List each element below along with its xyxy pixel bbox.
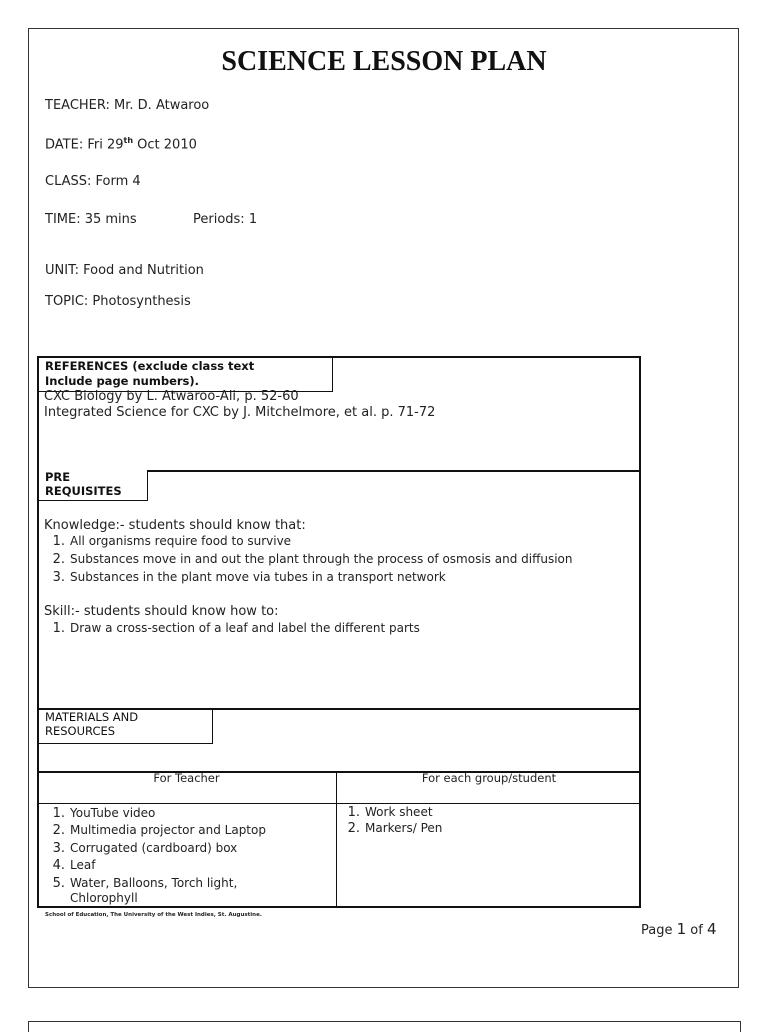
item-text: Corrugated (cardboard) box <box>70 841 238 855</box>
page-number <box>641 920 717 938</box>
item-text: Markers/ Pen <box>365 821 443 835</box>
references-label-box <box>39 358 333 392</box>
teacher-material-item <box>45 806 155 821</box>
periods-field: Periods: 1 <box>193 212 258 227</box>
institution-footnote: School of Education, The University of the West Indies, St. Augustine. <box>45 912 262 918</box>
knowledge-item <box>45 534 291 549</box>
skill-intro: Skill:- students should know how to: <box>44 604 279 619</box>
materials-header-rule <box>37 803 641 804</box>
student-column-header: For each group/student <box>421 771 557 785</box>
prerequisites-label-box <box>39 470 148 501</box>
item-number: 2. <box>347 821 360 836</box>
references-label-line1: REFERENCES (exclude class text <box>45 359 255 373</box>
page-total: 4 <box>706 920 717 938</box>
teacher-column-header: For Teacher <box>153 771 220 785</box>
item-number: 1. <box>347 805 360 820</box>
date-superscript: th <box>123 136 134 145</box>
item-text: Water, Balloons, Torch light, <box>70 876 238 890</box>
item-text: Multimedia projector and Laptop <box>70 823 266 837</box>
materials-label-box <box>39 710 213 744</box>
reference-item: CXC Biology by L. Atwaroo-Ali, p. 52-60 <box>44 389 299 404</box>
prerequisites-label-line1: PRE <box>45 470 71 484</box>
item-text: Substances in the plant move via tubes in a transport network <box>70 570 446 584</box>
item-number: 4. <box>52 858 65 873</box>
materials-label-line2: RESOURCES <box>45 724 116 738</box>
item-text: Leaf <box>70 858 96 872</box>
page-current: 1 <box>676 920 687 938</box>
item-text: Work sheet <box>365 805 433 819</box>
knowledge-item <box>45 570 446 585</box>
teacher-material-item-continued <box>45 891 138 905</box>
teacher-material-item <box>45 876 237 891</box>
date-prefix: DATE: Fri 29 <box>45 137 124 153</box>
teacher-material-item <box>45 858 95 873</box>
skill-item <box>45 621 420 636</box>
unit-field: UNIT: Food and Nutrition <box>45 263 204 278</box>
item-number: 2. <box>52 552 65 567</box>
next-page-edge <box>28 1021 741 1032</box>
references-label-line2: Include page numbers). <box>45 374 200 388</box>
document-title: SCIENCE LESSON PLAN <box>221 46 547 77</box>
topic-field: TOPIC: Photosynthesis <box>45 294 191 309</box>
student-material-item <box>340 805 433 820</box>
item-number: 1. <box>52 621 65 636</box>
teacher-field: TEACHER: Mr. D. Atwaroo <box>45 98 210 113</box>
item-text: YouTube video <box>70 806 156 820</box>
knowledge-item <box>45 552 573 567</box>
date-suffix: Oct 2010 <box>133 137 197 153</box>
materials-column-divider <box>336 771 337 908</box>
item-text: All organisms require food to survive <box>70 534 292 548</box>
materials-label-line1: MATERIALS AND <box>45 710 139 724</box>
item-number: 1. <box>52 806 65 821</box>
teacher-material-item <box>45 841 237 856</box>
time-field: TIME: 35 mins <box>45 212 137 227</box>
date-field <box>45 136 197 152</box>
page-prefix: Page <box>641 923 677 938</box>
item-number: 2. <box>52 823 65 838</box>
class-field: CLASS: Form 4 <box>45 174 141 189</box>
item-number: 5. <box>52 876 65 891</box>
item-number: 3. <box>52 841 65 856</box>
prerequisites-section <box>37 470 641 710</box>
student-material-item <box>340 821 442 836</box>
teacher-material-item <box>45 823 266 838</box>
item-number: 3. <box>52 570 65 585</box>
item-text: Draw a cross-section of a leaf and label the different parts <box>70 621 420 635</box>
item-text: Substances move in and out the plant through the process of osmosis and diffusion <box>70 552 573 566</box>
reference-item: Integrated Science for CXC by J. Mitchelmore, et al. p. 71-72 <box>44 405 436 420</box>
page-mid: of <box>686 923 707 938</box>
knowledge-intro: Knowledge:- students should know that: <box>44 518 306 533</box>
item-number: 1. <box>52 534 65 549</box>
prerequisites-label-line2: REQUISITES <box>45 484 122 498</box>
item-text: Chlorophyll <box>70 891 138 905</box>
